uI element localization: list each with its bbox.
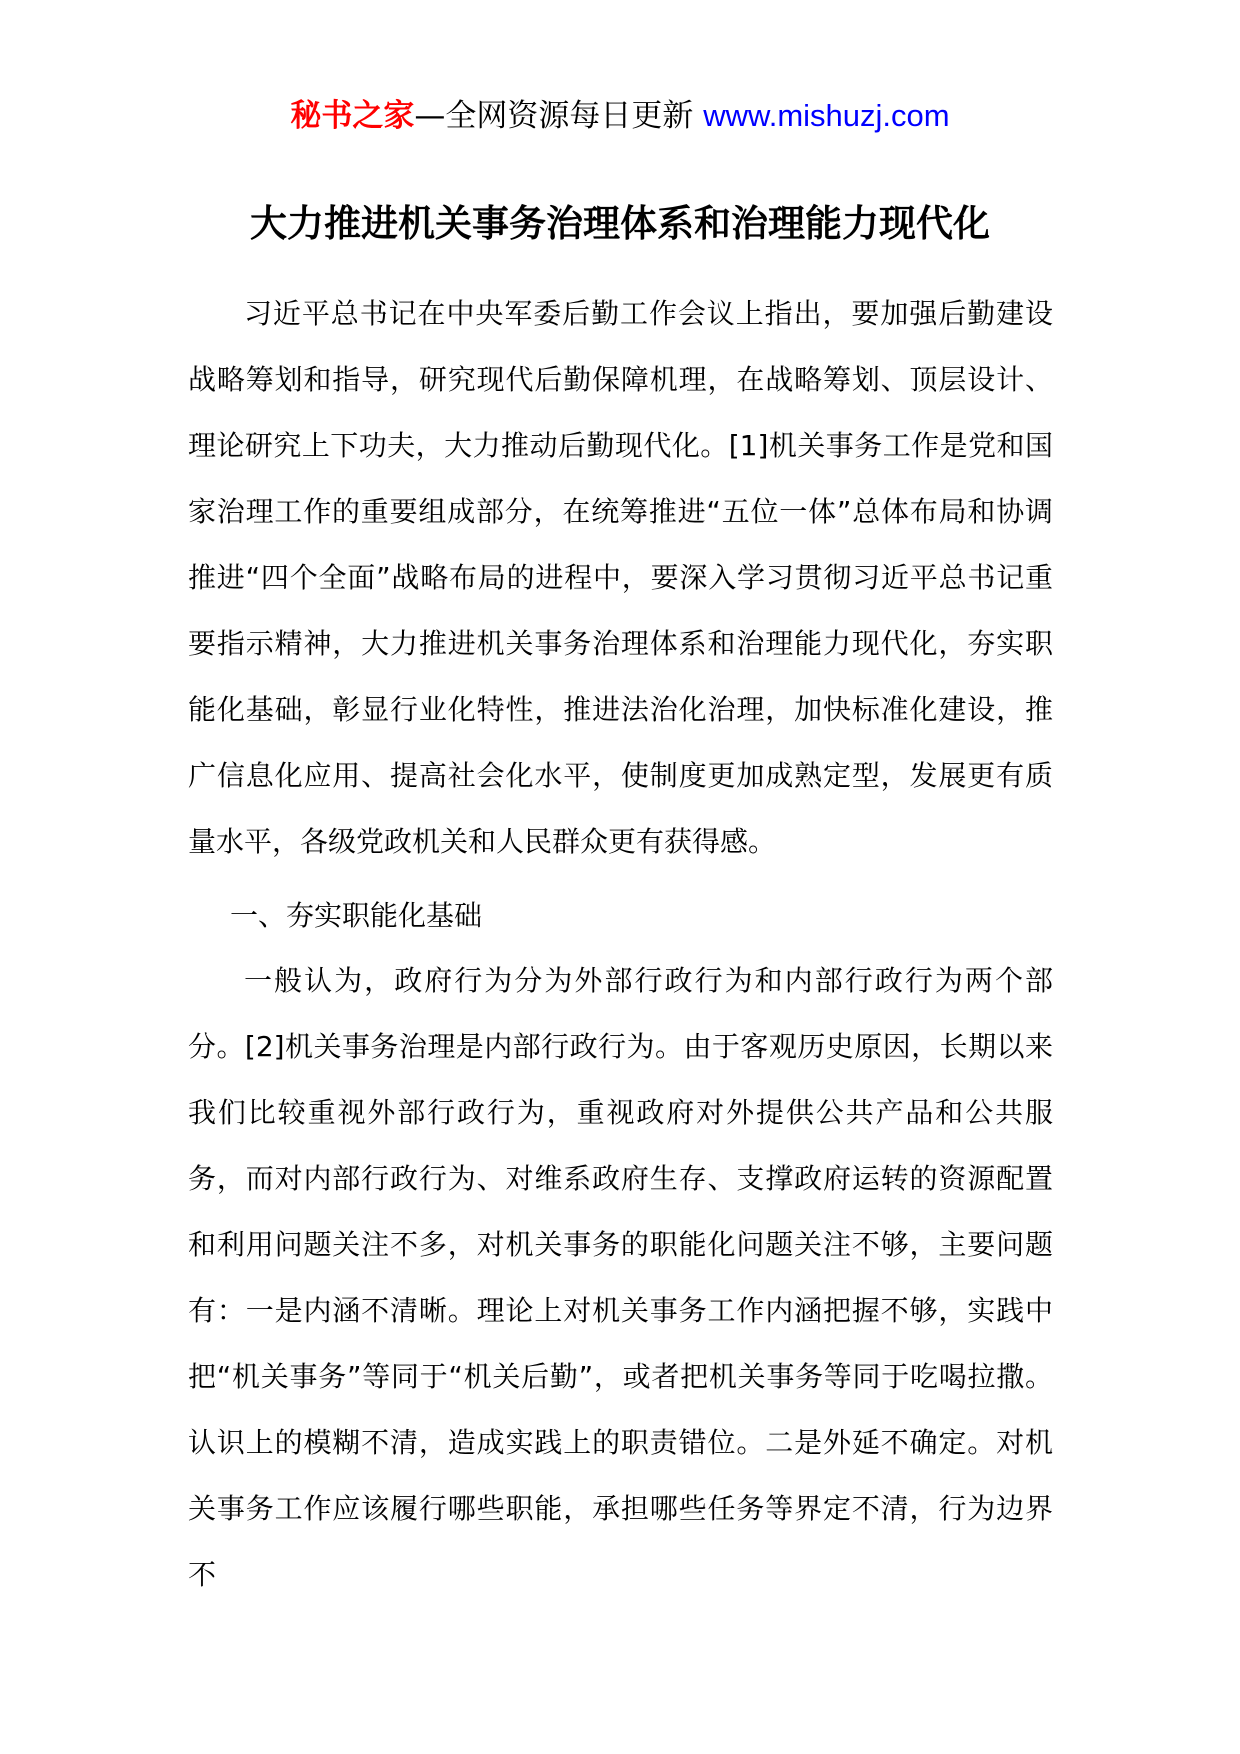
paragraph-intro: [188, 281, 1053, 875]
document-title: 大力推进机关事务治理体系和治理能力现代化: [250, 202, 990, 245]
paragraph-section-one: [188, 948, 1053, 1608]
site-url-link[interactable]: www.mishuzj.com: [703, 98, 950, 133]
paragraph-text: 习近平总书记在中央军委后勤工作会议上指出，要加强后勤建设战略筹划和指导，研究现代后勤保障机理，在战略筹划、顶层设计、理论研究上下功夫，大力推动后勤现代化。[1]机关事务工作是党和国家治理工作的重要组成部分，在统筹推进“五位一体”总体布局和协调推进“四个全面”战略布局的进程中，要深入学习贯彻习近平总书记重要指示精神，大力推进机关事务治理体系和治理能力现代化，夯实职能化基础，彰显行业化特性，推进法治化治理，加快标准化建设，推广信息化应用、提高社会化水平，使制度更加成熟定型，发展更有质量水平，各级党政机关和人民群众更有获得感。: [188, 297, 1053, 858]
paragraph-text: 一般认为，政府行为分为外部行政行为和内部行政行为两个部分。[2]机关事务治理是内部行政行为。由于客观历史原因，长期以来我们比较重视外部行政行为，重视政府对外提供公共产品和公共服务，而对内部行政行为、对维系政府生存、支撑政府运转的资源配置和利用问题关注不多，对机关事务的职能化问题关注不够，主要问题有：一是内涵不清晰。理论上对机关事务工作内涵把握不够，实践中把“机关事务”等同于“机关后勤”，或者把机关事务等同于吃喝拉撒。认识上的模糊不清，造成实践上的职责错位。二是外延不确定。对机关事务工作应该履行哪些职能，承担哪些任务等界定不清，行为边界不: [188, 964, 1053, 1591]
site-header: [0, 96, 1240, 136]
site-tagline: —全网资源每日更新: [414, 98, 704, 134]
site-brand: 秘书之家: [290, 98, 415, 134]
section-heading: 一、夯实职能化基础: [230, 899, 483, 932]
